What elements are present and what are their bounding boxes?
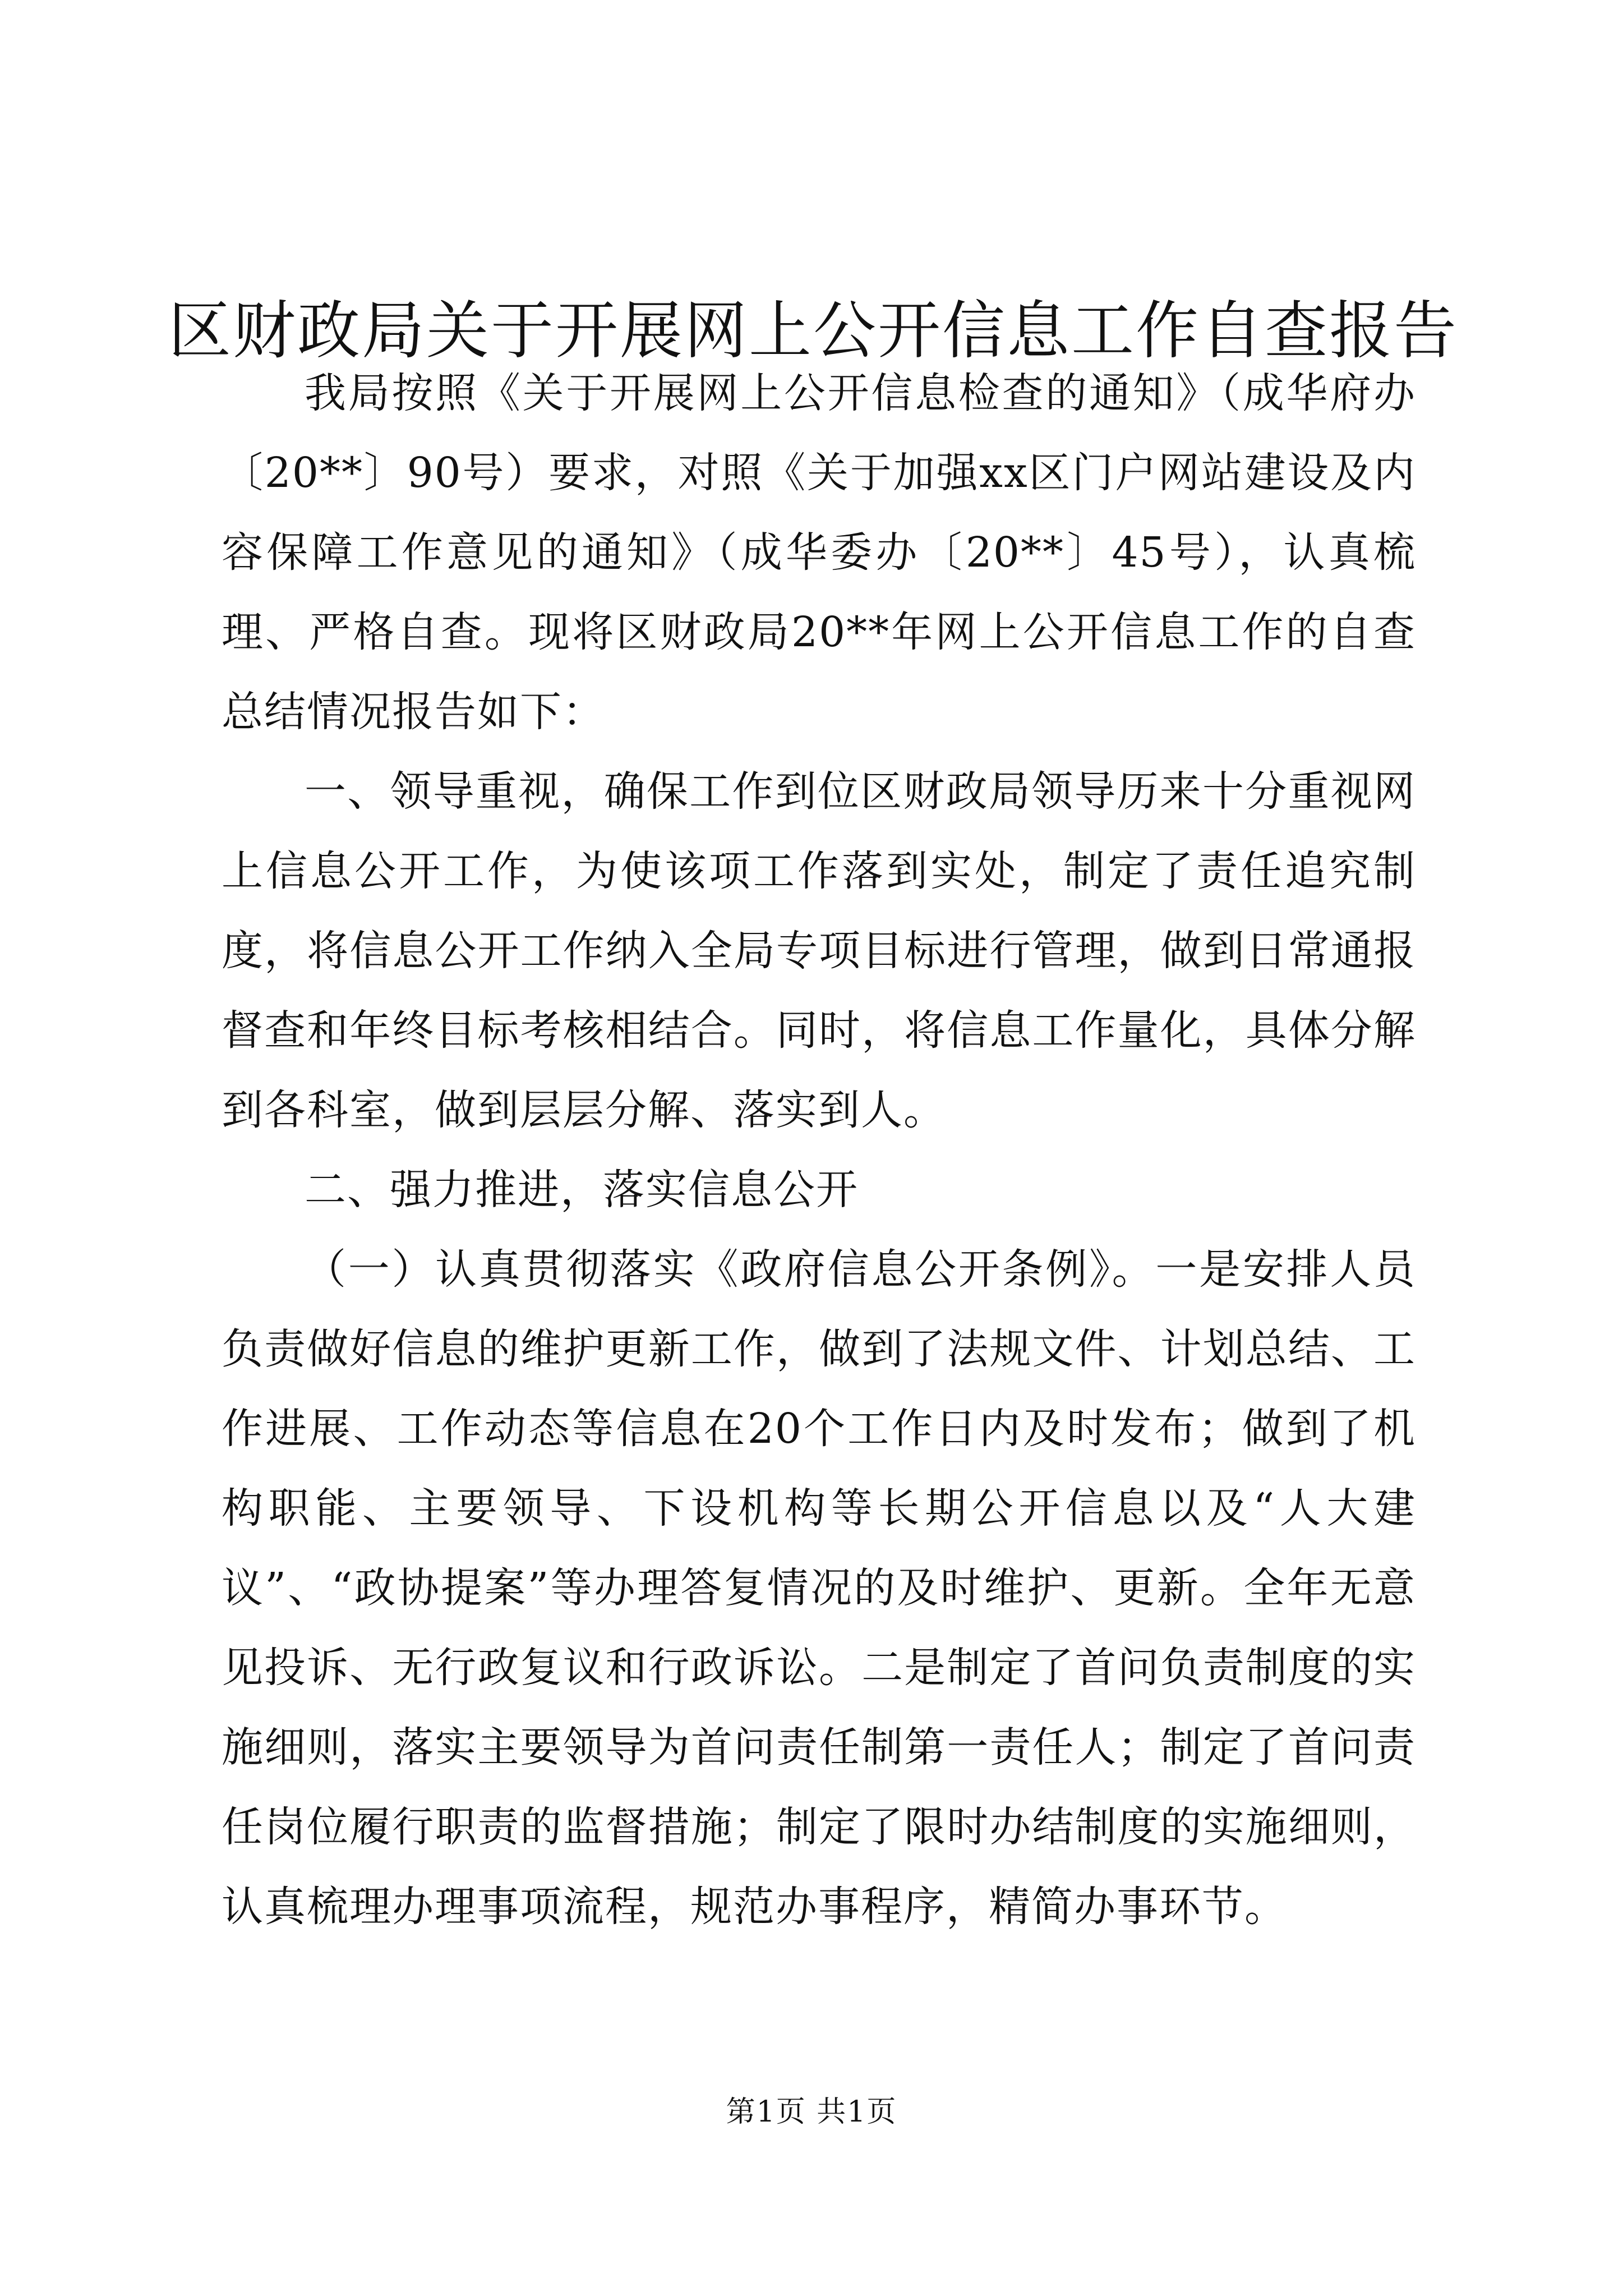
document-title: 区财政局关于开展网上公开信息工作自查报告 bbox=[168, 295, 1458, 367]
subsection-one-paragraph: （一）认真贯彻落实《政府信息公开条例》。一是安排人员负责做好信息的维护更新工作，做到了法规文件、计划总结、工作进展、工作动态等信息在20个工作日内及时发布；做到了机构职能、主要领导、下设机构等长期公开信息以及“人大建议”、“政协提案”等办理答复情况的及时维护、更新。全年无意见投诉、无行政复议和行政诉讼。二是制定了首问负责制度的实施细则，落实主要领导为首问责任制第一责任人；制定了首问责任岗位履行职责的监督措施；制定了限时办结制度的实施细则，认真梳理办理事项流程，规范办事程序，精简办事环节。 bbox=[222, 1245, 1416, 1931]
section-one-paragraph: 一、领导重视，确保工作到位区财政局领导历来十分重视网上信息公开工作，为使该项工作落到实处，制定了责任追究制度，将信息公开工作纳入全局专项目标进行管理，做到日常通报督查和年终目标考核相结合。同时，将信息工作量化，具体分解到各科室，做到层层分解、落实到人。 bbox=[222, 767, 1416, 1134]
intro-paragraph: 我局按照《关于开展网上公开信息检查的通知》（成华府办〔20**〕90号）要求，对照《关于加强xx区门户网站建设及内容保障工作意见的通知》（成华委办〔20**〕45号），认真梳理、严格自查。现将区财政局20**年网上公开信息工作的自查总结情况报告如下： bbox=[222, 369, 1416, 736]
section-two-heading: 二、强力推进，落实信息公开 bbox=[305, 1166, 859, 1214]
document-body bbox=[222, 353, 1416, 1947]
page-footer: 第1页 共1页 bbox=[726, 2095, 897, 2129]
